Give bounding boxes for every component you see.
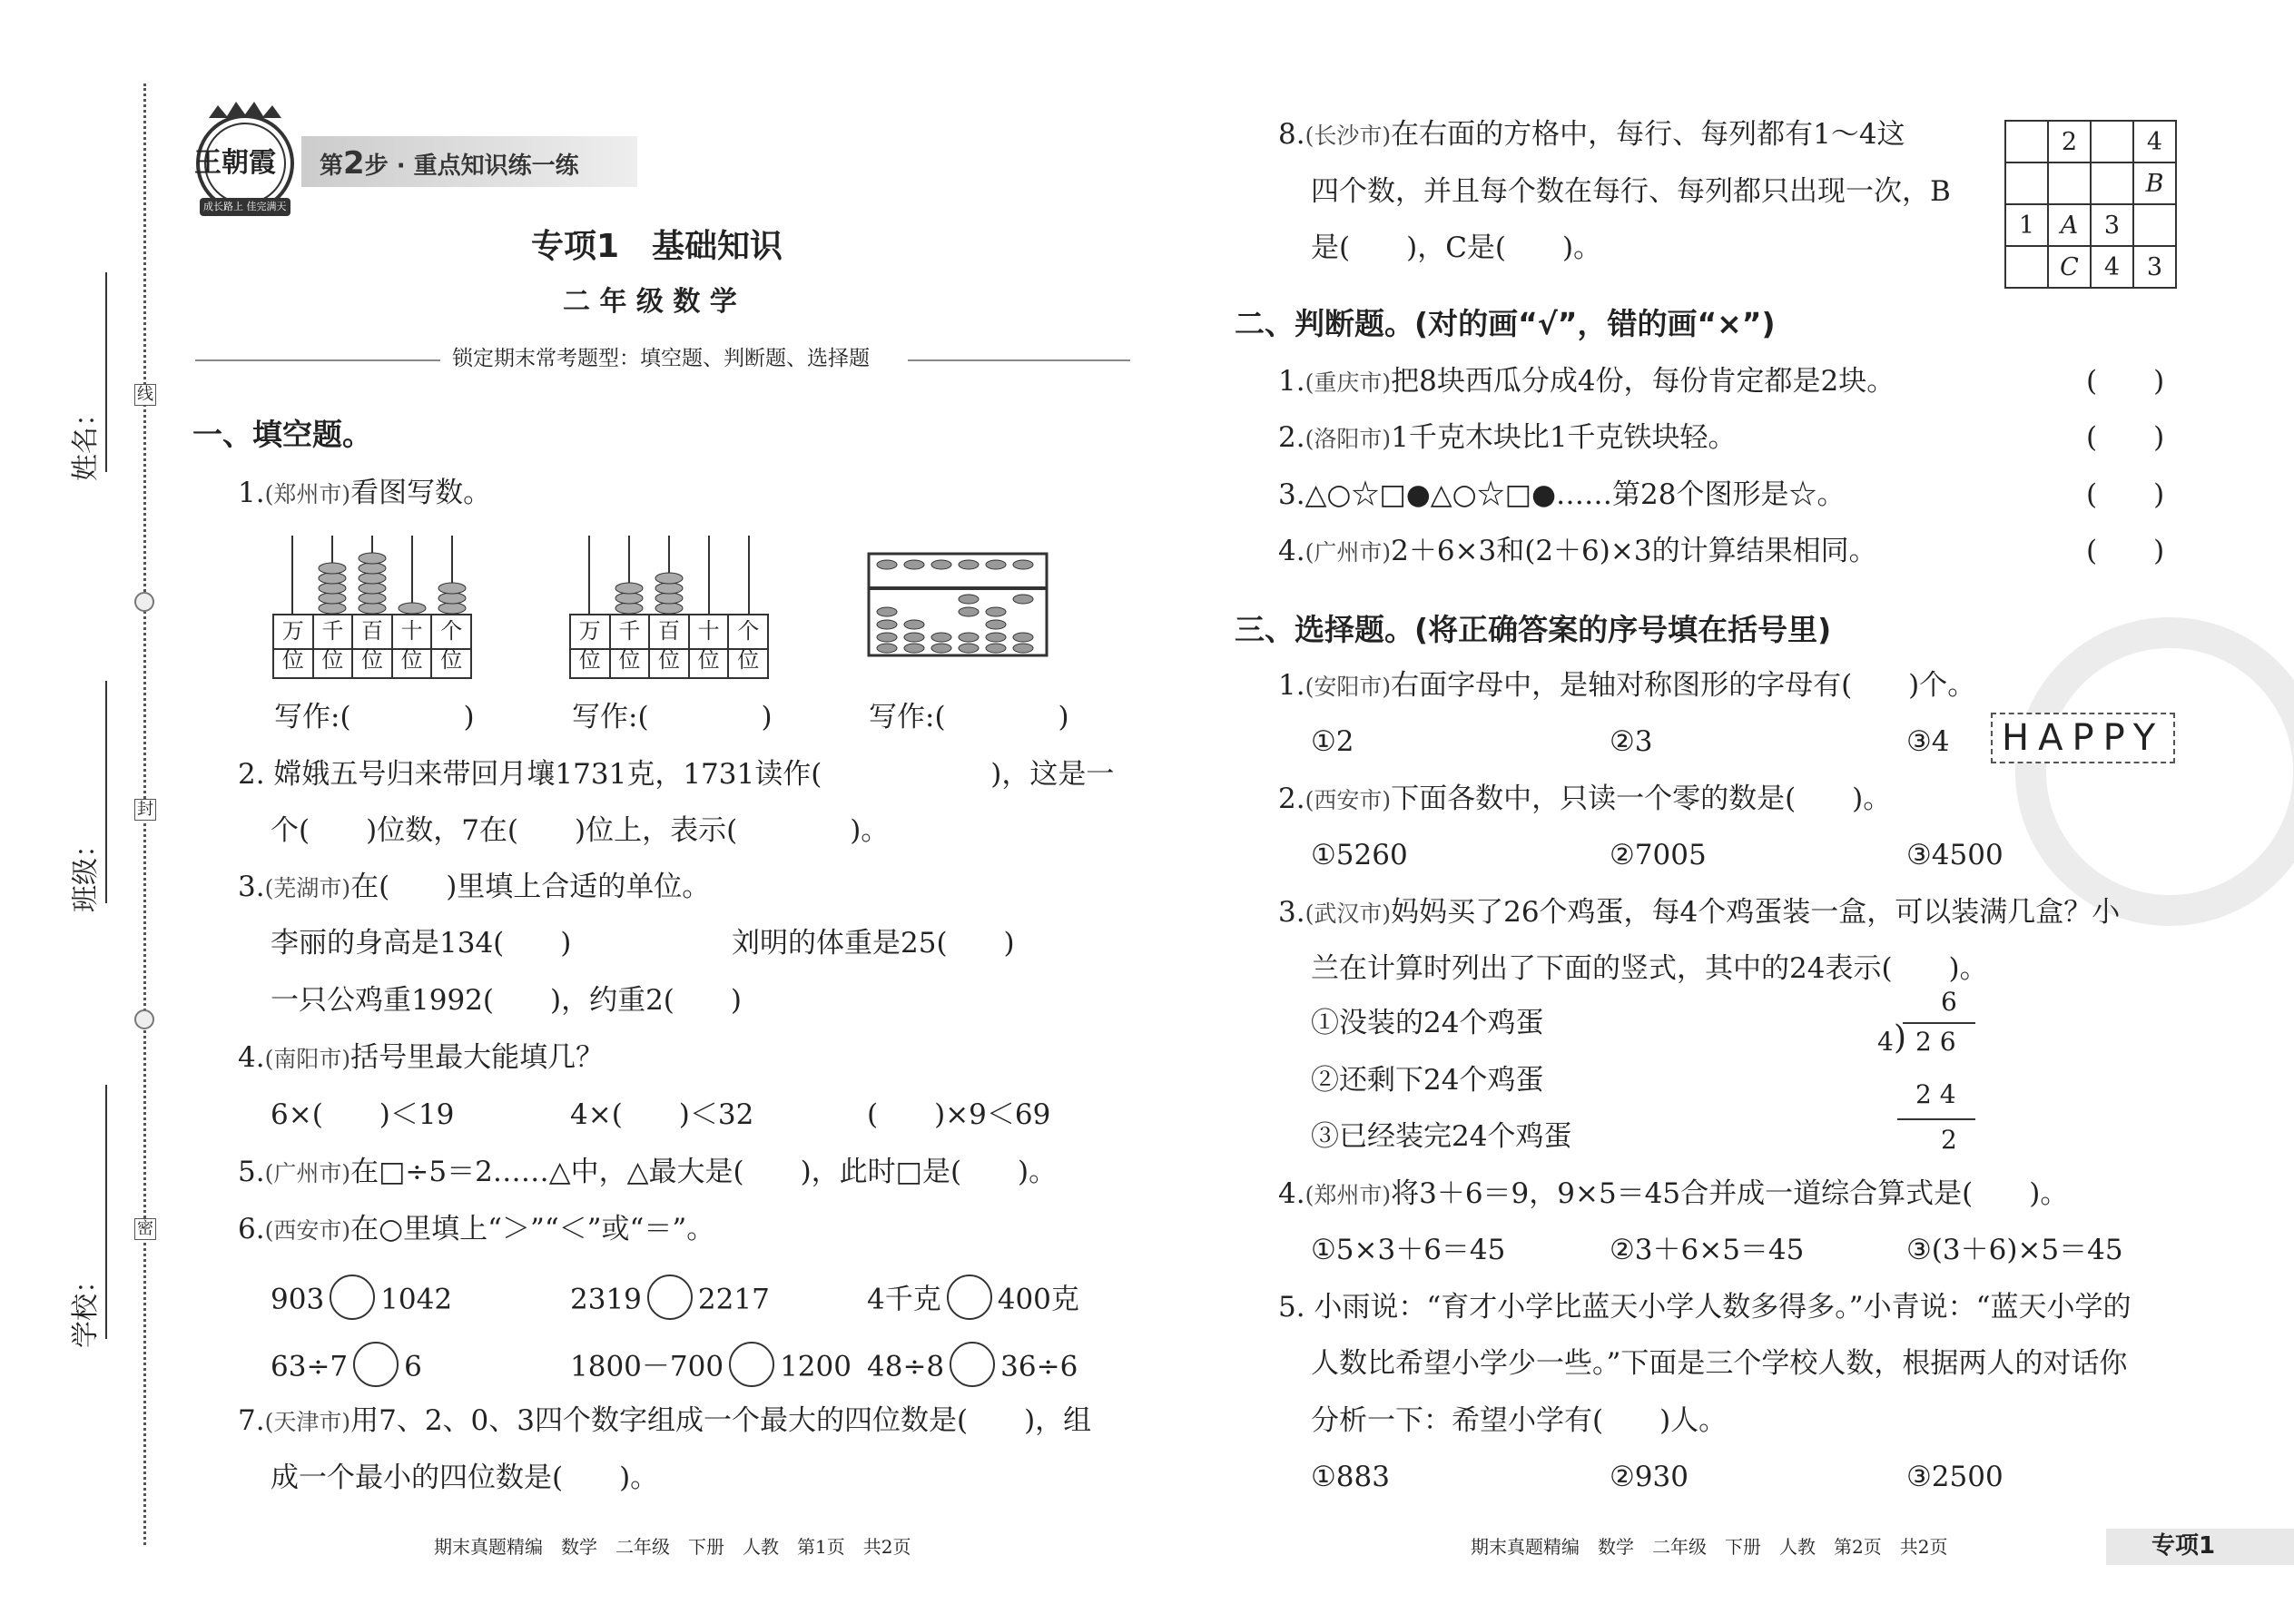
q3-c: 一只公鸡重1992( )，约重2( ) [271,984,742,1017]
choice-2: 2.(西安市)下面各数中，只读一个零的数是( )。 [1278,782,1892,815]
judge-1: 1.(重庆市)把8块西瓜分成4份，每份肯定都是2块。 [1278,365,1895,398]
q3-stem: 3.(芜湖市)在( )里填上合适的单位。 [238,871,711,903]
choice-1-opt-1[interactable]: ①2 [1311,725,1354,758]
q1-stem: 1.(郑州市)看图写数。 [238,477,492,509]
punch-hole-2 [134,1009,154,1029]
abacus-3 [867,552,1049,664]
compare-circle[interactable] [947,1275,992,1320]
abacus-bead [359,573,386,584]
choice-3-opt-2[interactable]: ②还剩下24个鸡蛋 [1311,1064,1544,1097]
page-tab-label: 专项1 [2151,1532,2216,1560]
q8-line1: 8.(长沙市)在右面的方格中，每行、每列都有1～4这 [1278,118,1905,151]
tagline: 锁定期末常考题型：填空题、判断题、选择题 [452,347,870,370]
footer-right: 期末真题精编 数学 二年级 下册 人教 第2页 共2页 [1471,1536,1948,1558]
choice-1: 1.(安阳市)右面字母中，是轴对称图形的字母有( )个。 [1278,669,1976,702]
abacus-bead [359,593,386,604]
compare-circle[interactable] [729,1342,774,1387]
choice-1-opt-3[interactable]: ③4 [1906,725,1950,758]
abacus-bead [359,603,386,614]
choice-5-line3: 分析一下：希望小学有( )人。 [1311,1404,1728,1437]
q6-r1-c1: 903 1042 [271,1278,452,1324]
abacus-bead [319,573,346,584]
section1-heading: 一、填空题。 [192,417,372,452]
compare-circle[interactable] [647,1275,693,1320]
abacus-2-rods [569,536,769,615]
cut-mark-xian: 线 [134,384,156,406]
division-dividend: 2 6 [1915,1027,1956,1057]
choice-5-line1: 5. 小雨说：“育才小学比蓝天小学人数多得多。”小青说：“蓝天小学的 [1278,1291,2132,1324]
cut-mark-mi: 密 [134,1218,156,1240]
choice-4-opt-3[interactable]: ③(3＋6)×5＝45 [1906,1234,2123,1266]
choice-4-opt-1[interactable]: ①5×3＋6＝45 [1311,1234,1506,1266]
abacus-bead [319,563,346,574]
latin-square-grid: 2 4 B 1 A 3 C 4 3 [2004,120,2177,289]
q1-write-1[interactable]: 写作:( ) [274,701,475,733]
judge-blank-4[interactable]: ( ) [2086,535,2165,567]
choice-4: 4.(郑州市)将3＋6＝9，9×5＝45合并成一道综合算式是( )。 [1278,1177,2069,1210]
abacus-bead [319,603,346,614]
abacus-bead [615,593,643,604]
abacus-1-rods [272,536,472,615]
division-divisor: 4 [1877,1027,1894,1057]
page-title: 专项1 基础知识 [531,228,783,265]
judge-3: 3.△○☆□●△○☆□●……第28个图形是☆。 [1278,478,1846,511]
choice-1-opt-2[interactable]: ②3 [1610,725,1653,758]
abacus-bead [438,603,466,614]
q4-stem: 4.(南阳市)括号里最大能填几？ [238,1041,605,1074]
choice-2-opt-3[interactable]: ③4500 [1906,839,2004,871]
abacus-bead [399,603,426,614]
abacus-bead [615,583,643,594]
q4-item-2: 4×( )＜32 [570,1098,754,1131]
q5-stem: 5.(广州市)在□÷5＝2……△中，△最大是( )，此时□是( )。 [238,1156,1058,1188]
abacus-bead [655,593,683,604]
abacus-bead [655,583,683,594]
tagline-rule-right [908,359,1130,361]
choice-5-line2: 人数比希望小学少一些。”下面是三个学校人数，根据两人的对话你 [1311,1347,2128,1380]
punch-hole-1 [134,592,154,612]
tagline-rule-left [195,359,440,361]
q2-line2: 个( )位数，7在( )位上，表示( )。 [271,814,890,847]
choice-4-opt-2[interactable]: ②3＋6×5＝45 [1610,1234,1805,1266]
choice-5-opt-2[interactable]: ②930 [1610,1461,1689,1493]
q6-r1-c3: 4千克 400克 [867,1278,1079,1324]
abacus-bead [438,583,466,594]
compare-circle[interactable] [353,1342,399,1387]
long-division: 6 4 ) 2 6 2 4 2 [1870,989,1979,1162]
judge-blank-2[interactable]: ( ) [2086,421,2165,454]
choice-2-opt-2[interactable]: ②7005 [1610,839,1707,871]
choice-5-opt-1[interactable]: ①883 [1311,1461,1390,1493]
q6-r1-c2: 2319 2217 [570,1278,770,1324]
q6-r2-c2: 1800－700 1200 [570,1345,852,1391]
q1-write-2[interactable]: 写作:( ) [572,701,773,733]
q6-r2-c3: 48÷8 36÷6 [867,1345,1078,1391]
choice-3-opt-1[interactable]: ①没装的24个鸡蛋 [1311,1007,1544,1039]
logo-motto: 成长路上 佳完满天 [203,201,287,212]
cut-mark-feng: 封 [134,799,156,821]
judge-blank-1[interactable]: ( ) [2086,365,2165,398]
q1-write-3[interactable]: 写作:( ) [869,701,1069,733]
q7-line2: 成一个最小的四位数是( )。 [271,1462,659,1494]
page-subtitle: 二 年 级 数 学 [563,286,737,318]
abacus-1: 万 千 百 十 个 位 位 位 位 位 [272,536,472,681]
choice-3-line1: 3.(武汉市)妈妈买了26个鸡蛋，每4个鸡蛋装一盒，可以装满几盒？小 [1278,896,2121,929]
q3-b: 刘明的体重是25( ) [732,927,1015,960]
name-label: 姓名： [70,399,102,481]
abacus-bead [655,573,683,584]
choice-2-opt-1[interactable]: ①5260 [1311,839,1408,871]
abacus-bead [615,603,643,614]
abacus-bead [438,593,466,604]
q8-line2: 四个数，并且每个数在每行、每列都只出现一次，B [1311,175,1951,208]
name-field[interactable] [105,272,107,472]
section3-heading: 三、选择题。(将正确答案的序号填在括号里) [1235,612,1832,647]
abacus-bead [359,563,386,574]
abacus-bead [655,603,683,614]
abacus-2: 万 千 百 十 个 位 位 位 位 位 [569,536,769,681]
q2-line1: 2. 嫦娥五号归来带回月壤1731克，1731读作( )，这是一 [238,758,1115,791]
q4-item-1: 6×( )＜19 [271,1098,455,1131]
choice-3-line2: 兰在计算时列出了下面的竖式，其中的24表示( )。 [1311,952,1988,985]
q7-line1: 7.(天津市)用7、2、0、3四个数字组成一个最大的四位数是( )，组 [238,1404,1092,1437]
judge-2: 2.(洛阳市)1千克木块比1千克铁块轻。 [1278,421,1737,454]
q6-r2-c1: 63÷7 6 [271,1345,422,1391]
step-label: 第2步 · 重点知识练一练 [320,145,579,182]
judge-blank-3[interactable]: ( ) [2086,478,2165,511]
footer-left: 期末真题精编 数学 二年级 下册 人教 第1页 共2页 [434,1536,911,1558]
happy-word: HAPPY [1991,713,2175,763]
class-label: 班级： [70,831,102,912]
q8-line3: 是( )，C是( )。 [1311,231,1602,264]
q3-a: 李丽的身高是134( ) [271,927,572,960]
choice-3-opt-3[interactable]: ③已经装完24个鸡蛋 [1311,1120,1572,1153]
q4-item-3: ( )×9＜69 [867,1098,1051,1131]
judge-4: 4.(广州市)2＋6×3和(2＋6)×3的计算结果相同。 [1278,535,1877,567]
division-remainder: 2 [1941,1125,1957,1155]
logo [182,100,309,222]
abacus-bead [359,553,386,564]
watermark-seal [2015,617,2294,926]
abacus-bead [319,593,346,604]
abacus-bead [319,583,346,594]
compare-circle[interactable] [950,1342,995,1387]
choice-5-opt-3[interactable]: ③2500 [1906,1461,2004,1493]
abacus-bead [359,583,386,594]
school-label: 学校： [70,1266,102,1348]
q6-stem: 6.(西安市)在○里填上“＞”“＜”或“＝”。 [238,1213,715,1245]
division-product: 2 4 [1915,1079,1956,1109]
logo-name: 王朝霞 [194,147,276,179]
division-quotient: 6 [1941,987,1957,1017]
school-field[interactable] [105,1085,107,1339]
section2-heading: 二、判断题。(对的画“√”，错的画“×”) [1235,306,1776,341]
step-number: 2 [343,145,365,182]
compare-circle[interactable] [330,1275,375,1320]
class-field[interactable] [105,681,107,903]
